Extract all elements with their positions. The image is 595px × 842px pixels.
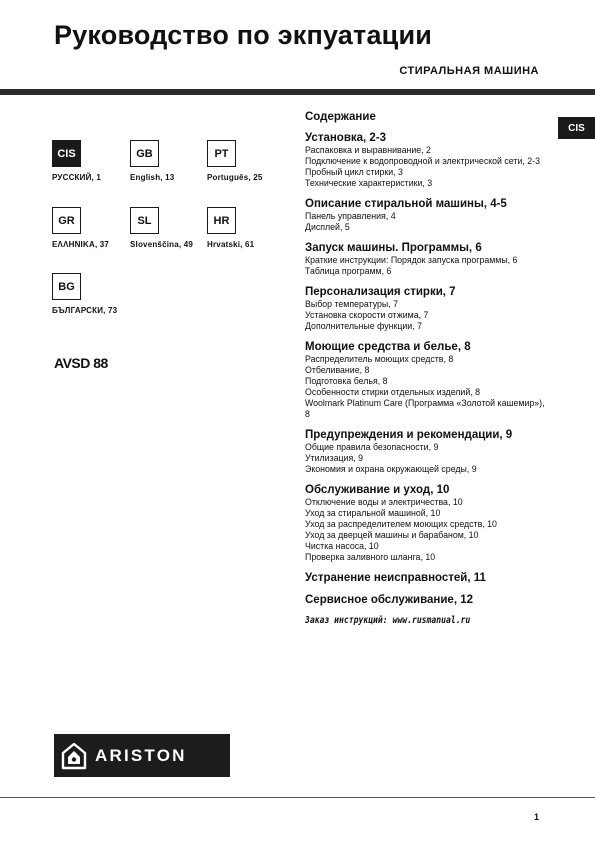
- toc-section: [305, 483, 545, 563]
- language-code-badge: BG: [52, 273, 81, 300]
- toc-item[interactable]: Распределитель моющих средств, 8: [305, 354, 454, 364]
- header-rule: [0, 89, 595, 95]
- language-entry-gr[interactable]: [52, 207, 132, 249]
- toc-item[interactable]: Подготовка белья, 8: [305, 376, 388, 386]
- toc-section: [305, 571, 545, 585]
- toc-item[interactable]: Экономия и охрана окружающей среды, 9: [305, 464, 477, 474]
- toc-section: [305, 241, 545, 277]
- toc-item[interactable]: Технические характеристики, 3: [305, 178, 433, 188]
- language-name: Hrvatski, 61: [207, 240, 255, 249]
- ariston-logo: [54, 734, 230, 777]
- toc-item[interactable]: Краткие инструкции: Порядок запуска программы, 6: [305, 255, 518, 265]
- order-instructions-note: Заказ инструкций: www.rusmanual.ru: [305, 615, 471, 626]
- toc-section-title[interactable]: Персонализация стирки, 7: [305, 286, 456, 298]
- language-name: Slovenščina, 49: [130, 240, 194, 249]
- toc-section-title[interactable]: Моющие средства и белье, 8: [305, 341, 471, 353]
- language-name: ΕΛΛΗΝΙΚΑ, 37: [52, 240, 110, 249]
- language-code-badge: GB: [130, 140, 159, 167]
- page-number: 1: [533, 812, 539, 822]
- toc-item[interactable]: Установка скорости отжима, 7: [305, 310, 429, 320]
- toc-item[interactable]: Уход за стиральной машиной, 10: [305, 508, 441, 518]
- toc-item-list: [305, 145, 545, 189]
- toc-item[interactable]: Выбор температуры, 7: [305, 299, 398, 309]
- toc-item-list: [305, 299, 545, 332]
- toc-item[interactable]: Отбеливание, 8: [305, 365, 370, 375]
- toc-section: [305, 131, 545, 189]
- toc-section: [305, 285, 545, 332]
- toc-section: [305, 593, 545, 607]
- language-code-badge: PT: [207, 140, 236, 167]
- toc-item[interactable]: Общие правила безопасности, 9: [305, 442, 439, 452]
- toc-section: [305, 340, 545, 420]
- language-entry-cis[interactable]: [52, 140, 132, 182]
- toc-item-list: [305, 211, 545, 233]
- toc-item[interactable]: Распаковка и выравнивание, 2: [305, 145, 431, 155]
- language-index: [52, 140, 292, 320]
- toc-item[interactable]: Чистка насоса, 10: [305, 541, 379, 551]
- language-code-badge: GR: [52, 207, 81, 234]
- footer-rule: [0, 797, 595, 798]
- toc-heading: Содержание: [305, 111, 376, 123]
- toc-item[interactable]: Утилизация, 9: [305, 453, 364, 463]
- language-entry-gb[interactable]: [130, 140, 210, 182]
- language-entry-sl[interactable]: [130, 207, 210, 249]
- language-code-badge: SL: [130, 207, 159, 234]
- toc-section: [305, 197, 545, 233]
- page-subtitle: СТИРАЛЬНАЯ МАШИНА: [399, 65, 539, 77]
- language-entry-bg[interactable]: [52, 273, 132, 315]
- toc-item[interactable]: Дисплей, 5: [305, 222, 350, 232]
- toc-item-list: [305, 497, 545, 563]
- language-code-badge: CIS: [52, 140, 81, 167]
- table-of-contents: [305, 111, 545, 626]
- toc-sections: [305, 131, 545, 607]
- page-title: Руководство по экпуатации: [54, 20, 433, 50]
- toc-item-list: [305, 255, 545, 277]
- toc-item[interactable]: Отключение воды и электричества, 10: [305, 497, 463, 507]
- toc-item[interactable]: Woolmark Platinum Care (Программа «Золотой кашемир»), 8: [305, 398, 545, 419]
- toc-item[interactable]: Пробный цикл стирки, 3: [305, 167, 403, 177]
- toc-section: [305, 428, 545, 475]
- toc-section-title[interactable]: Предупреждения и рекомендации, 9: [305, 429, 513, 441]
- language-entry-pt[interactable]: [207, 140, 287, 182]
- model-name: AVSD 88: [54, 355, 108, 371]
- toc-item[interactable]: Дополнительные функции, 7: [305, 321, 422, 331]
- ariston-house-icon: [61, 742, 87, 770]
- toc-section-title[interactable]: Сервисное обслуживание, 12: [305, 594, 474, 606]
- toc-item-list: [305, 354, 545, 420]
- language-code-badge: HR: [207, 207, 236, 234]
- toc-item[interactable]: Проверка заливного шланга, 10: [305, 552, 436, 562]
- toc-section-title[interactable]: Запуск машины. Программы, 6: [305, 242, 482, 254]
- toc-item[interactable]: Подключение к водопроводной и электрической сети, 2-3: [305, 156, 540, 166]
- toc-section-title[interactable]: Описание стиральной машины, 4-5: [305, 198, 507, 210]
- toc-item[interactable]: Уход за распределителем моющих средств, 10: [305, 519, 497, 529]
- toc-section-title[interactable]: Установка, 2-3: [305, 132, 387, 144]
- toc-item[interactable]: Таблица программ, 6: [305, 266, 392, 276]
- language-name: English, 13: [130, 173, 175, 182]
- language-name: БЪЛГАРСКИ, 73: [52, 306, 118, 315]
- toc-section-title[interactable]: Устранение неисправностей, 11: [305, 572, 486, 584]
- toc-item-list: [305, 442, 545, 475]
- language-name: РУССКИЙ, 1: [52, 173, 102, 182]
- logo-wordmark: ARISTON: [95, 745, 187, 765]
- toc-item[interactable]: Панель управления, 4: [305, 211, 396, 221]
- toc-item[interactable]: Уход за дверцей машины и барабаном, 10: [305, 530, 479, 540]
- language-name: Português, 25: [207, 173, 263, 182]
- toc-section-title[interactable]: Обслуживание и уход, 10: [305, 484, 450, 496]
- side-language-tab: CIS: [558, 117, 595, 139]
- language-entry-hr[interactable]: [207, 207, 287, 249]
- toc-item[interactable]: Особенности стирки отдельных изделий, 8: [305, 387, 481, 397]
